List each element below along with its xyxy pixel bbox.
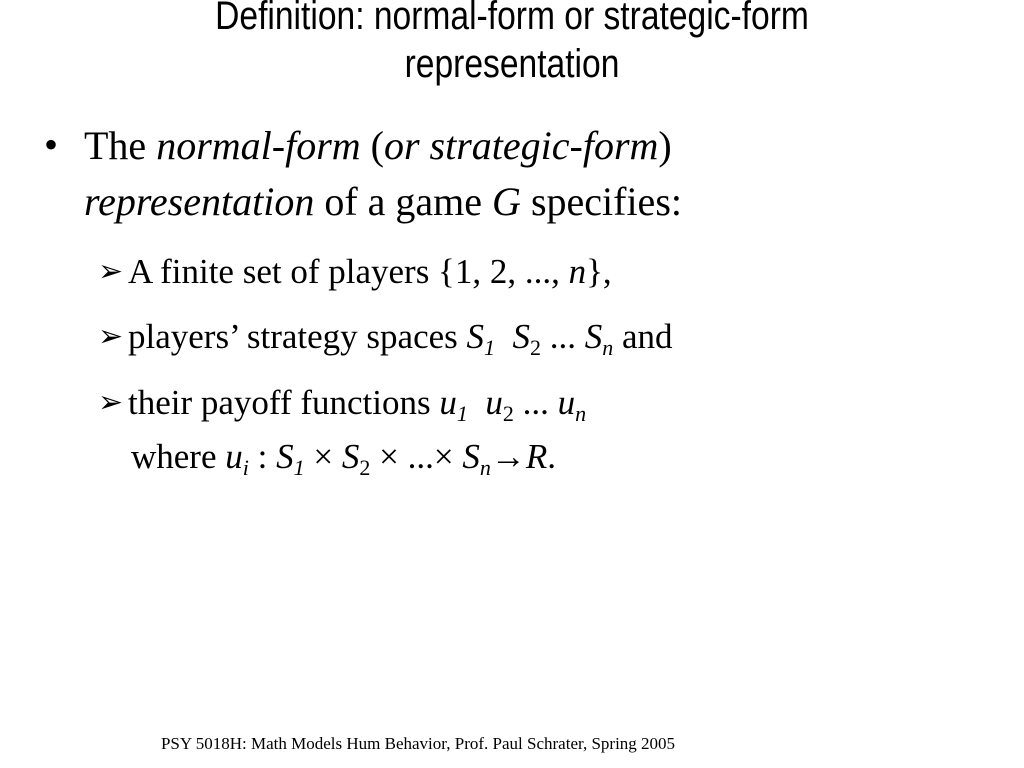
- text-open-paren: (: [360, 123, 384, 168]
- where-ellipsis-times: × ...×: [370, 437, 463, 476]
- payoff-sub-2: 2: [502, 401, 514, 426]
- strategy-sub-1: 1: [484, 335, 496, 360]
- players-end: },: [586, 252, 612, 291]
- where-ui: u: [225, 437, 243, 476]
- arrow-bullet-icon: ➢: [98, 386, 124, 419]
- sub-bullet-strategy-spaces: [98, 315, 673, 359]
- text-close-paren: ): [658, 123, 672, 168]
- text-specifies: specifies:: [520, 179, 682, 224]
- payoff-sub-n: n: [575, 401, 587, 426]
- sub-bullet-players: [98, 250, 612, 294]
- text-representation: representation: [84, 179, 315, 224]
- slide-title: [82, 0, 942, 88]
- players-n: n: [568, 252, 587, 291]
- payoff-text: their payoff functions: [128, 383, 440, 422]
- strategy-S1: S: [466, 317, 485, 356]
- where-Sn: S: [462, 437, 480, 476]
- where-text: where: [131, 437, 226, 476]
- text-the: The: [84, 123, 157, 168]
- main-bullet-line-2: [84, 174, 682, 230]
- players-text: A finite set of players {1, 2, ...,: [128, 252, 569, 291]
- strategy-text: players’ strategy spaces: [128, 317, 467, 356]
- payoff-sub-1: 1: [456, 401, 468, 426]
- strategy-sub-2: 2: [530, 335, 542, 360]
- text-normal-form: normal-form: [156, 123, 361, 168]
- sub-bullet-payoff-functions: [98, 381, 586, 425]
- payoff-u2: u: [485, 383, 503, 422]
- where-sub-1: 1: [293, 455, 305, 480]
- main-bullet-text: [84, 118, 682, 230]
- where-R: R: [525, 437, 548, 476]
- where-S1: S: [276, 437, 294, 476]
- where-sub-i: i: [242, 455, 249, 480]
- maps-to-arrow-icon: →: [490, 437, 526, 476]
- text-of-a-game: of a game: [314, 179, 493, 224]
- arrow-bullet-icon: ➢: [98, 255, 124, 288]
- strategy-dots: ...: [541, 317, 585, 356]
- arrow-bullet-icon: ➢: [98, 320, 124, 353]
- title-line-2: representation: [404, 42, 620, 86]
- title-line-1: Definition: normal-form or strategic-form: [215, 0, 809, 38]
- where-colon: :: [248, 437, 277, 476]
- slide-footer: PSY 5018H: Math Models Hum Behavior, Prof. Paul Schrater, Spring 2005: [160, 734, 676, 753]
- where-S2: S: [341, 437, 360, 476]
- strategy-and: and: [613, 317, 673, 356]
- text-G: G: [492, 179, 521, 224]
- strategy-Sn: S: [584, 317, 603, 356]
- payoff-u1: u: [439, 383, 457, 422]
- main-bullet-line-1: [84, 118, 682, 174]
- strategy-S2: S: [512, 317, 531, 356]
- text-or-strategic-form: or strategic-form: [383, 123, 659, 168]
- where-sub-2: 2: [359, 455, 371, 480]
- payoff-dots: ...: [513, 383, 558, 422]
- strategy-sub-n: n: [602, 335, 614, 360]
- where-period: .: [547, 437, 556, 476]
- bullet-icon: •: [44, 122, 59, 167]
- payoff-where-line: [131, 435, 556, 479]
- where-times: ×: [304, 437, 342, 476]
- payoff-un: u: [557, 383, 576, 422]
- where-sub-n: n: [479, 455, 491, 480]
